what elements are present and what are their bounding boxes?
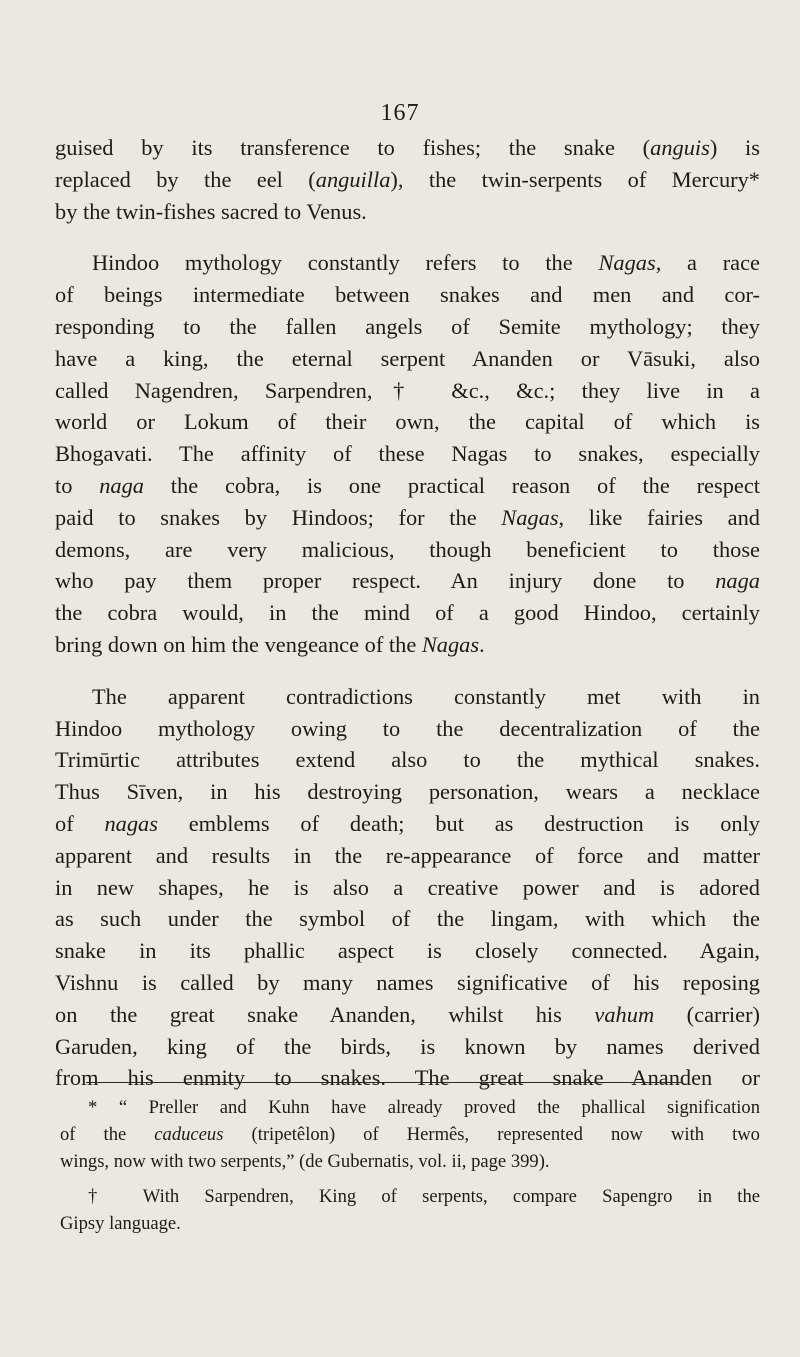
footnote-divider (86, 1082, 681, 1083)
text-line: in new shapes, he is also a creative power and is adored (55, 874, 760, 900)
footnote-1 (60, 1094, 760, 1175)
text-line: replaced by the eel (anguilla), the twin-serpents of Mercury* (55, 166, 760, 192)
text-line: * “ Preller and Kuhn have already proved the phallical signification (88, 1097, 760, 1118)
text-line: Thus Sīven, in his destroying personation, wears a necklace (55, 779, 760, 805)
text-line: The apparent contradictions constantly met with in (92, 683, 760, 709)
text-line: Trimūrtic attributes extend also to the mythical snakes. (55, 747, 760, 773)
text-line: by the twin-fishes sacred to Venus. (55, 198, 367, 224)
paragraph-2 (55, 247, 760, 660)
main-text (55, 132, 760, 1094)
text-line: to naga the cobra, is one practical reason of the respect (55, 472, 760, 498)
page-number: 167 (380, 100, 420, 126)
text-line: Garuden, king of the birds, is known by names derived (55, 1033, 760, 1059)
text-line: † With Sarpendren, King of serpents, compare Sapengro in the (88, 1186, 760, 1207)
text-line: Gipsy language. (60, 1213, 181, 1234)
text-line: Hindoo mythology constantly refers to the Nagas, a race (92, 250, 760, 276)
text-line: called Nagendren, Sarpendren,† &c., &c.; they live in a (55, 377, 760, 403)
text-line: have a king, the eternal serpent Ananden or Vāsuki, also (55, 345, 760, 371)
text-line: Vishnu is called by many names significative of his reposing (55, 969, 760, 995)
text-line: responding to the fallen angels of Semite mythology; they (55, 313, 760, 339)
text-line: paid to snakes by Hindoos; for the Nagas, like fairies and (55, 504, 760, 530)
paragraph-1 (55, 132, 760, 227)
footnotes (60, 1094, 760, 1237)
text-line: Hindoo mythology owing to the decentralization of the (55, 715, 760, 741)
text-line: as such under the symbol of the lingam, with which the (55, 906, 760, 932)
text-line: apparent and results in the re-appearance of force and matter (55, 842, 760, 868)
text-line: guised by its transference to fishes; the snake (anguis) is (55, 135, 760, 160)
text-line: the cobra would, in the mind of a good Hindoo, certainly (55, 600, 760, 626)
text-line: demons, are very malicious, though beneficient to those (55, 536, 760, 562)
text-line: of beings intermediate between snakes and men and cor- (55, 282, 760, 308)
text-line: snake in its phallic aspect is closely connected. Again, (55, 938, 760, 964)
text-line: from his enmity to snakes. The great snake Ananden or (55, 1065, 760, 1091)
text-line: of nagas emblems of death; but as destruction is only (55, 810, 760, 836)
text-line: of the caduceus (tripetêlon) of Hermês, represented now with two (60, 1124, 760, 1145)
text-line: who pay them proper respect. An injury done to naga (55, 568, 760, 594)
text-line: world or Lokum of their own, the capital of which is (55, 409, 760, 435)
text-line: wings, now with two serpents,” (de Gubernatis, vol. ii, page 399). (60, 1151, 550, 1172)
footnote-2 (60, 1183, 760, 1237)
text-line: Bhogavati. The affinity of these Nagas to snakes, especially (55, 441, 760, 467)
text-line: bring down on him the vengeance of the Nagas. (55, 631, 485, 657)
text-line: on the great snake Ananden, whilst his vahum (carrier) (55, 1001, 760, 1027)
paragraph-3 (55, 681, 760, 1094)
